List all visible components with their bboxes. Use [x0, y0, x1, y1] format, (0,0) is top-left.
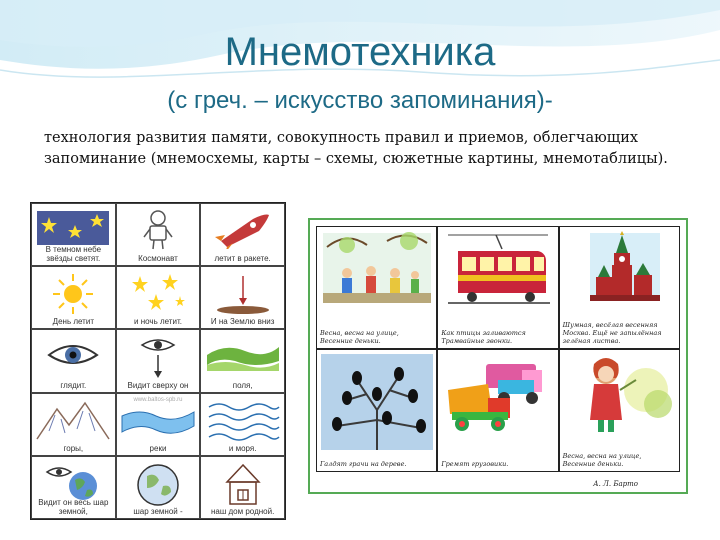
picture-caption: Весна, весна на улице, Весенние деньки. [562, 452, 642, 468]
tram-picture [438, 227, 558, 323]
picture-cell [437, 349, 558, 472]
picture-caption: Шумная, весёлая весенняя Москва. Ещё не запылённая зелёная листва. [562, 321, 662, 345]
mnemo-caption: горы, [63, 443, 84, 453]
mnemo-cell [31, 203, 116, 266]
mnemo-cell [31, 393, 116, 456]
arrow-down-icon [213, 272, 273, 316]
picture-cell [437, 226, 558, 349]
mnemo-caption: И на Землю вниз [210, 317, 275, 327]
mnemo-caption: глядит. [60, 380, 87, 390]
river-icon [120, 404, 196, 448]
mnemo-cell [31, 266, 116, 329]
cosmonaut-icon [138, 209, 178, 251]
picture-grid [316, 226, 680, 472]
stars-icon [128, 272, 188, 314]
mnemo-caption: Видит сверху он [127, 380, 189, 390]
mountains-icon [35, 399, 111, 443]
mnemo-cell [31, 456, 116, 519]
picture-caption: Как птицы заливаются Трамвайные звонки. [441, 329, 526, 345]
mnemo-caption: День летит [52, 317, 94, 327]
mnemo-table [30, 202, 286, 520]
rocket-icon [213, 209, 273, 249]
toy-trucks-picture [438, 350, 558, 460]
mnemo-cell [31, 329, 116, 392]
mnemo-cell [200, 203, 285, 266]
mnemo-caption: поля, [232, 380, 253, 390]
spring-street-scene [317, 227, 437, 323]
mnemo-cell [200, 393, 285, 456]
picture-cell [316, 349, 437, 472]
eye-globe-icon [43, 462, 103, 502]
mnemo-cell [116, 203, 201, 266]
mnemo-cell [200, 456, 285, 519]
eye-icon [45, 335, 101, 375]
sun-icon [51, 272, 95, 316]
mnemo-cell [116, 393, 201, 456]
mnemo-cell [200, 266, 285, 329]
girl-spring-picture [560, 350, 680, 460]
picture-cell [559, 349, 680, 472]
picture-caption: Гремят грузовики. [441, 460, 509, 468]
watermark: www.baltos-spb.ru [133, 396, 183, 403]
mnemo-caption: Видит он весь шар земной, [38, 498, 109, 516]
mnemo-caption: и моря. [228, 443, 257, 453]
mnemo-cell [200, 329, 285, 392]
picture-caption: Весна, весна на улице, Весенние деньки. [320, 329, 399, 345]
slide-description: технология развития памяти, совокупность правил и приемов, облегчающих запоминание (мнемосхемы, карты – схемы, сюжетные картины, мнемотаблицы). [44, 130, 668, 167]
crows-on-tree-picture [317, 350, 437, 460]
slide-subtitle: (с греч. – искусство запоминания)- [167, 87, 553, 114]
author-credit: А. Л. Барто [593, 480, 638, 488]
starry-sky-icon [35, 209, 111, 247]
picture-table [308, 218, 688, 494]
mnemo-caption: Космонавт [138, 254, 178, 264]
kremlin-picture [560, 227, 680, 323]
picture-cell [559, 226, 680, 349]
slide-title: Мнемотехника [224, 30, 496, 74]
picture-cell [316, 226, 437, 349]
house-icon [223, 462, 263, 506]
mnemo-caption: В темном небе звёзды светят. [45, 245, 102, 264]
eye-down-icon [138, 335, 178, 379]
mnemo-cell [116, 456, 201, 519]
mnemo-cell [116, 329, 201, 392]
mnemo-caption: летит в ракете. [214, 254, 271, 264]
mnemo-caption: наш дом родной. [211, 507, 275, 516]
mnemo-caption: реки [149, 443, 167, 453]
globe-icon [135, 462, 181, 508]
field-icon [205, 335, 281, 375]
mnemo-caption: и ночь летит. [134, 317, 182, 327]
picture-caption: Галдят грачи на дереве. [320, 460, 407, 468]
mnemo-cell [116, 266, 201, 329]
sea-waves-icon [205, 399, 281, 443]
mnemo-caption: шар земной - [133, 507, 183, 516]
